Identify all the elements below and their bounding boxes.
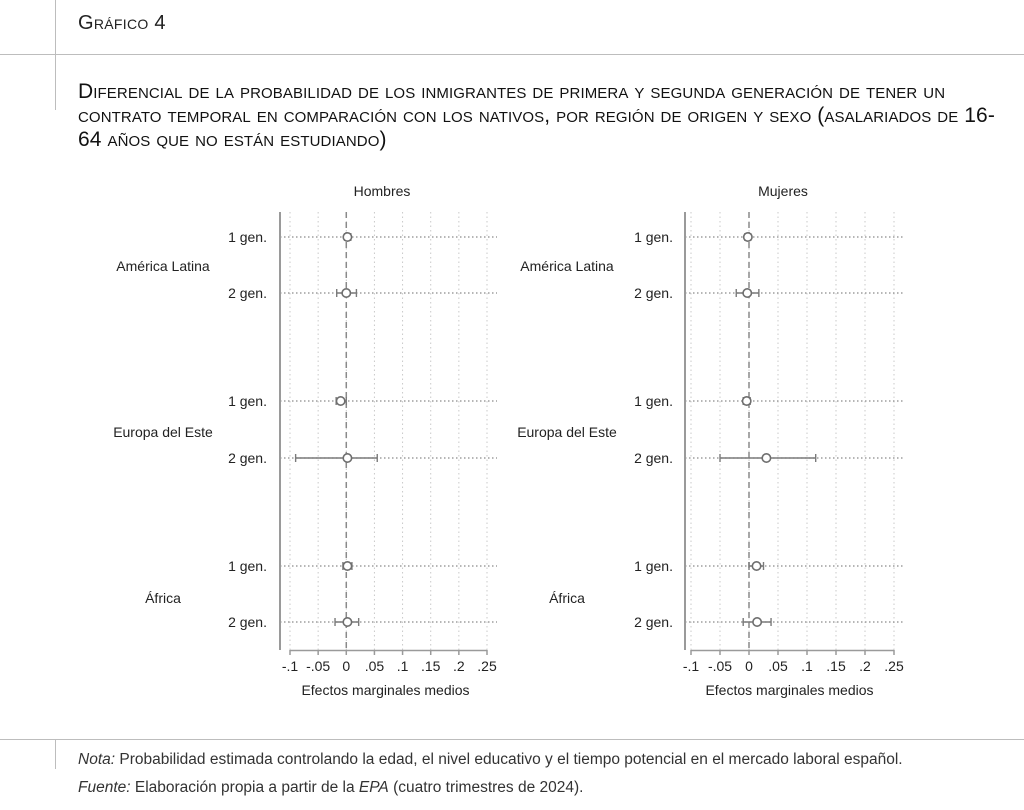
point-estimate	[744, 233, 752, 241]
row-label: 2 gen.	[634, 285, 673, 301]
x-axis-title: Efectos marginales medios	[705, 682, 874, 698]
point-estimate	[762, 454, 770, 462]
footer-rule-horizontal	[0, 739, 1024, 740]
point-estimate	[342, 289, 350, 297]
x-tick-label: -.05	[707, 658, 733, 674]
row-label: 1 gen.	[634, 558, 673, 574]
point-estimate	[343, 233, 351, 241]
x-tick-label: .1	[396, 658, 409, 674]
figure-label: Gráfico 4	[78, 12, 166, 34]
row-label: 2 gen.	[634, 450, 673, 466]
x-tick-label: -.1	[682, 658, 700, 674]
coefficient-chart	[0, 170, 1024, 715]
point-estimate	[743, 289, 751, 297]
note-line	[78, 751, 903, 769]
note-text: Probabilidad estimada controlando la edad, el nivel educativo y el tiempo potencial en el mercado laboral español.	[115, 751, 903, 768]
source-text-post: (cuatro trimestres de 2024).	[388, 779, 584, 796]
row-label: 1 gen.	[634, 393, 673, 409]
source-dataset: EPA	[358, 779, 389, 796]
group-label: Europa del Este	[517, 424, 617, 440]
point-estimate	[752, 562, 760, 570]
header-rule-vertical	[55, 0, 56, 110]
group-label: América Latina	[520, 258, 614, 274]
x-tick-label: .05	[364, 658, 385, 674]
source-label: Fuente:	[78, 779, 131, 796]
point-estimate	[753, 618, 761, 626]
group-label: África	[145, 590, 181, 606]
x-tick-label: .05	[768, 658, 788, 674]
row-label: 2 gen.	[634, 614, 673, 630]
x-tick-label: -.1	[281, 658, 299, 674]
x-tick-label: 0	[745, 658, 753, 674]
x-tick-label: .15	[420, 658, 441, 674]
point-estimate	[343, 454, 351, 462]
x-tick-label: .15	[826, 658, 846, 674]
row-label: 2 gen.	[228, 285, 267, 301]
point-estimate	[343, 562, 351, 570]
row-label: 1 gen.	[228, 393, 267, 409]
row-label: 2 gen.	[228, 614, 267, 630]
panel-title: Hombres	[353, 183, 411, 199]
source-text-pre: Elaboración propia a partir de la	[130, 779, 359, 796]
x-tick-label: 0	[342, 658, 351, 674]
point-estimate	[742, 397, 750, 405]
x-tick-label: .1	[801, 658, 813, 674]
x-tick-label: .2	[859, 658, 871, 674]
group-label: África	[549, 590, 585, 606]
point-estimate	[343, 618, 351, 626]
group-label: América Latina	[116, 258, 210, 274]
header-rule-horizontal	[0, 54, 1024, 55]
row-label: 1 gen.	[228, 229, 267, 245]
x-tick-label: .2	[453, 658, 465, 674]
x-tick-label: -.05	[306, 658, 331, 674]
panel-title: Mujeres	[758, 183, 808, 199]
x-axis-title: Efectos marginales medios	[301, 682, 470, 698]
x-tick-label: .25	[477, 658, 497, 674]
row-label: 1 gen.	[634, 229, 673, 245]
row-label: 1 gen.	[228, 558, 267, 574]
note-label: Nota:	[78, 751, 116, 768]
point-estimate	[336, 397, 344, 405]
footer-rule-vertical	[55, 739, 56, 769]
figure-title: Diferencial de la probabilidad de los inmigrantes de primera y segunda generación de tener un contrato temporal en comparación con los nativos, por región de origen y sexo (asalariados de 16-64 años que no están estudiando)	[78, 80, 995, 151]
x-tick-label: .25	[884, 658, 904, 674]
group-label: Europa del Este	[113, 424, 213, 440]
row-label: 2 gen.	[228, 450, 267, 466]
source-line	[78, 779, 583, 797]
